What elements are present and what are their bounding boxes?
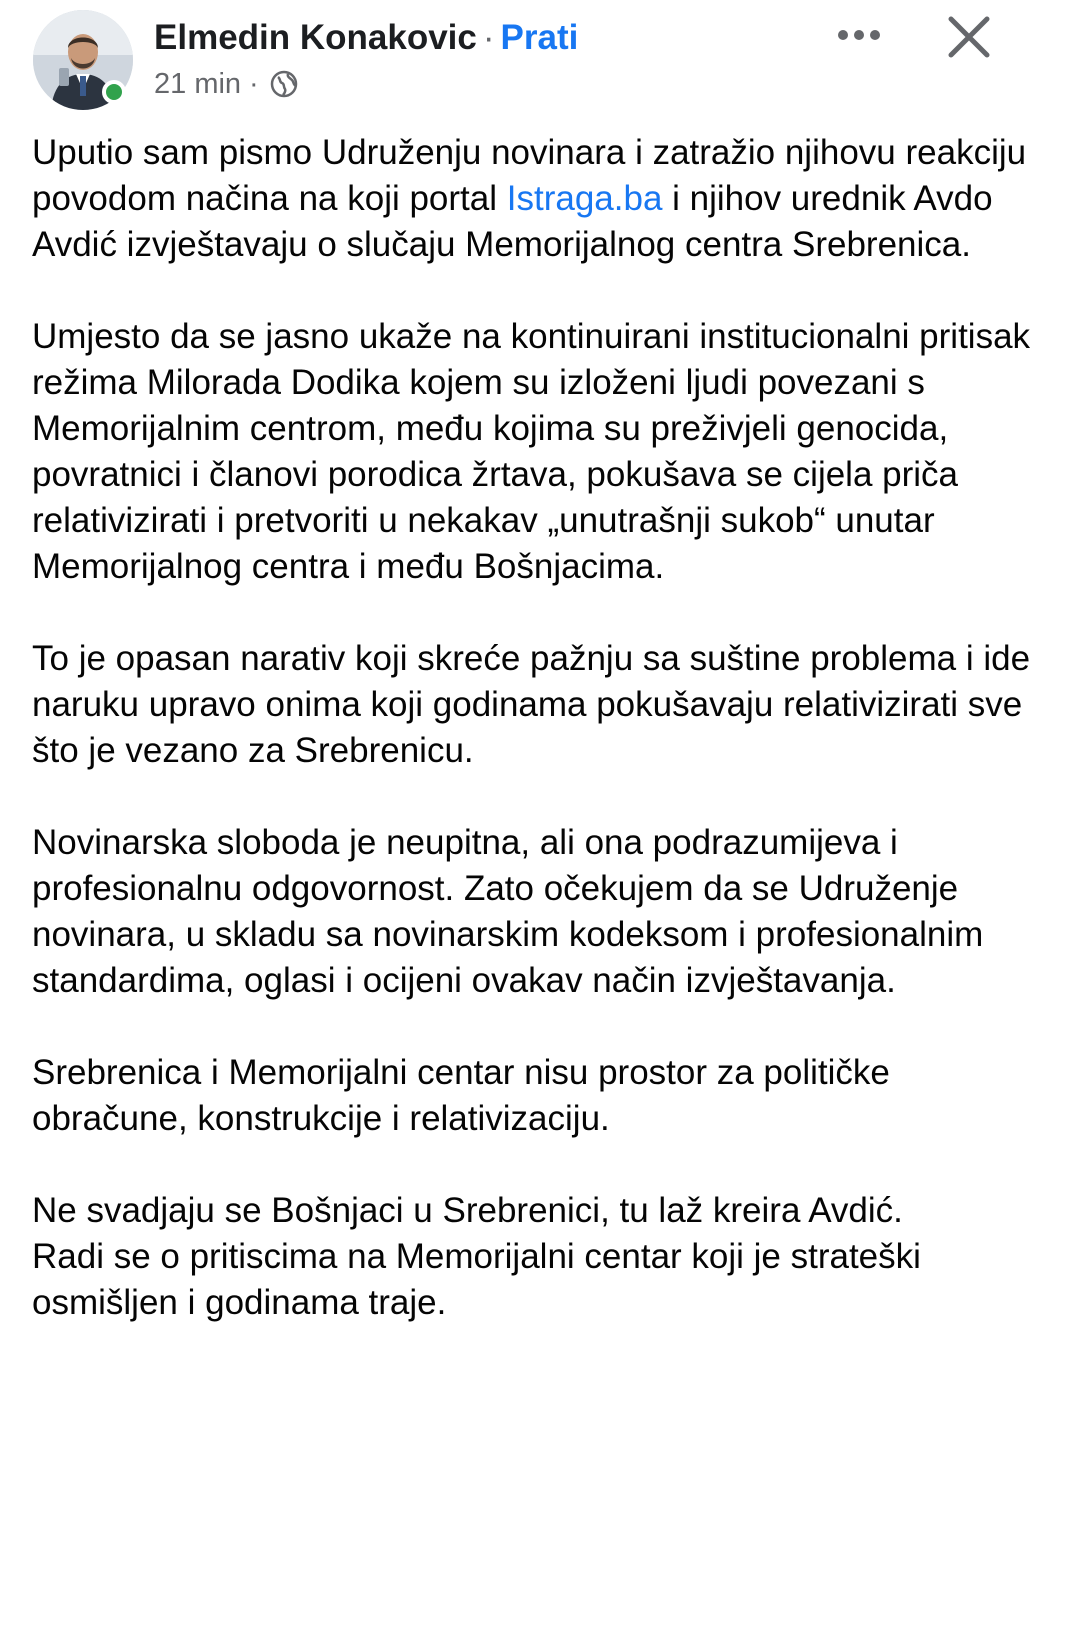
paragraph-text: i njihov urednik Avdo Avdić izvještavaju o slučaju Memorijalnog centra Srebrenica.	[32, 179, 993, 264]
paragraph-text: Uputio sam pismo Udruženju novinara i zatražio njihovu reakciju povodom načina na koji portal	[32, 133, 1027, 218]
post-paragraph-4: Novinarska sloboda je neupitna, ali ona podrazumijeva i profesionalnu odgovornost. Zato očekujem da se Udruženje novinara, u skladu sa novinarskim kodeksom i profesionalnim standardima, oglasi i ocijeni ovakav način izvještavanja.	[32, 823, 984, 1000]
post-header	[0, 0, 1068, 130]
more-horizontal-icon	[837, 29, 881, 41]
post-paragraph-7: Radi se o pritiscima na Memorijalni centar koji je strateški osmišljen i godinama traje.	[32, 1237, 921, 1322]
post-paragraph-3: To je opasan narativ koji skreće pažnju sa suštine problema i ide naruku upravo onima koji godinama pokušavaju relativizirati sve što je vezano za Srebrenicu.	[32, 639, 1031, 770]
post-time[interactable]: 21 min	[154, 68, 242, 100]
post-text	[32, 130, 1032, 1326]
follow-button[interactable]: Prati	[500, 18, 579, 57]
globe-icon	[269, 69, 299, 99]
post-paragraph-2: Umjesto da se jasno ukaže na kontinuirani institucionalni pritisak režima Milorada Dodika kojem su izloženi ljudi povezani s Memorijalnim centrom, među kojima su preživjeli genocida, povratnici i članovi porodica žrtava, pokušava se cijela priča relativizirati i pretvoriti u nekakav „unutrašnji sukob“ unutar Memorijalnog centra i među Bošnjacima.	[32, 317, 1031, 586]
post-paragraph-5: Srebrenica i Memorijalni centar nisu prostor za političke obračune, konstrukcije i relativizaciju.	[32, 1053, 890, 1138]
istraga-link[interactable]: Istraga.ba	[506, 179, 663, 218]
author-name[interactable]: Elmedin Konakovic	[154, 18, 477, 57]
post-paragraph-6: Ne svadjaju se Bošnjaci u Srebrenici, tu laž kreira Avdić.	[32, 1191, 903, 1230]
online-status-dot	[102, 80, 126, 104]
author-line	[154, 16, 578, 60]
close-button[interactable]	[942, 10, 996, 64]
meta-separator: ·	[249, 68, 259, 100]
more-options-button[interactable]	[832, 18, 886, 52]
name-separator: ·	[482, 18, 495, 57]
post-meta	[154, 66, 299, 102]
post-paragraph-1	[32, 130, 1032, 268]
close-icon	[942, 10, 996, 64]
